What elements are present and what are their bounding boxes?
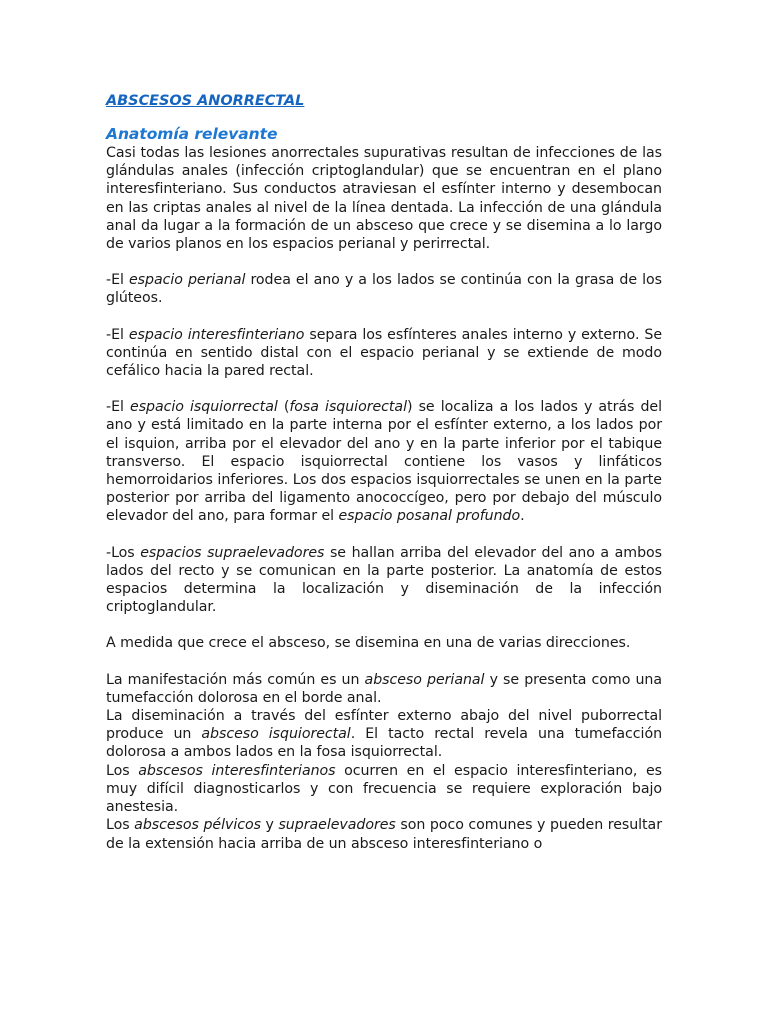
section-heading: Anatomía relevante: [106, 125, 278, 143]
text-run: rodea el ano y a los lados se continúa con la grasa de los glúteos.: [106, 272, 662, 307]
text-run: . El tacto rectal revela una tumefacción dolorosa a ambos lados en la fosa isquiorrectal.: [106, 726, 663, 761]
document-title[interactable]: ABSCESOS ANORRECTAL: [106, 93, 305, 109]
paragraph: [106, 634, 662, 652]
paragraph: [106, 144, 662, 253]
paragraph: [106, 707, 662, 762]
text-run: -Los: [106, 544, 141, 561]
text-run: Los: [106, 762, 139, 779]
italic-term: absceso perianal: [364, 671, 485, 688]
text-run: -El: [106, 399, 131, 416]
text-run: -El: [106, 272, 129, 289]
text-run: La manifestación más común es un: [106, 671, 365, 688]
text-run: A medida que crece el absceso, se disemina en una de varias direcciones.: [106, 635, 631, 652]
italic-term: espacios supraelevadores: [140, 544, 325, 561]
italic-term: abscesos pélvicos: [134, 817, 261, 834]
text-run: Los: [106, 817, 135, 834]
text-run: Casi todas las lesiones anorrectales supurativas resultan de infecciones de las glándulas anales (infección criptoglandular) que se encuentran en el plano interesfinteriano. Sus conductos atraviesan el esfínter interno y desembocan en las criptas anales al nivel de la línea dentada. La infección de una glándula anal da lugar a la formación de un absceso que crece y se disemina a lo largo de varios planos en los espacios perianal y perirrectal.: [106, 145, 662, 253]
text-run: son poco comunes y pueden resultar de la extensión hacia arriba de un absceso interesfinteriano o: [106, 817, 662, 852]
text-run: La diseminación a través del esfínter externo abajo del nivel puborrectal produce un: [106, 708, 662, 743]
paragraph: [106, 398, 662, 525]
paragraph: [106, 671, 662, 707]
text-run: ) se localiza a los lados y atrás del ano y está limitado en la parte interna por el esfínter externo, a los lados por el isquion, arriba por el elevador del ano y en la parte inferior por el tabique transverso. El espacio isquiorrectal contiene los vasos y linfáticos hemorroidarios inferiores. Los dos espacios isquiorrectales se unen en la parte posterior por arriba del ligamento anococcígeo, pero por debajo del músculo elevador del ano, para formar el: [106, 399, 662, 525]
italic-term: fosa isquiorectal: [289, 399, 407, 416]
italic-term: espacio interesfinteriano: [128, 326, 305, 343]
paragraph: [106, 271, 662, 307]
text-run: se hallan arriba del elevador del ano a ambos lados del recto y se comunican en la parte posterior. La anatomía de estos espacios determina la localización y diseminación de la infección criptoglandular.: [106, 544, 662, 616]
document-body: [106, 144, 662, 853]
paragraph: [106, 326, 662, 381]
italic-term: abscesos interesfinterianos: [138, 762, 336, 779]
text-run: ocurren en el espacio interesfinteriano, es muy difícil diagnosticarlos y con frecuencia se requiere exploración bajo anestesia.: [106, 762, 662, 816]
text-run: .: [520, 508, 525, 525]
text-run: y se presenta como una tumefacción dolorosa en el borde anal.: [106, 671, 662, 706]
italic-term: espacio posanal profundo: [338, 508, 521, 525]
italic-term: supraelevadores: [278, 817, 396, 834]
text-run: -El: [106, 326, 129, 343]
document-page: [106, 88, 662, 853]
text-run: y: [260, 817, 279, 834]
paragraph: [106, 816, 662, 852]
italic-term: espacio perianal: [128, 272, 246, 289]
italic-term: espacio isquiorrectal: [130, 399, 278, 416]
paragraph: [106, 762, 662, 817]
paragraph: [106, 544, 662, 617]
italic-term: absceso isquiorectal: [201, 726, 351, 743]
text-run: separa los esfínteres anales interno y externo. Se continúa en sentido distal con el espacio perianal y se extiende de modo cefálico hacia la pared rectal.: [106, 326, 662, 380]
text-run: (: [277, 399, 290, 416]
